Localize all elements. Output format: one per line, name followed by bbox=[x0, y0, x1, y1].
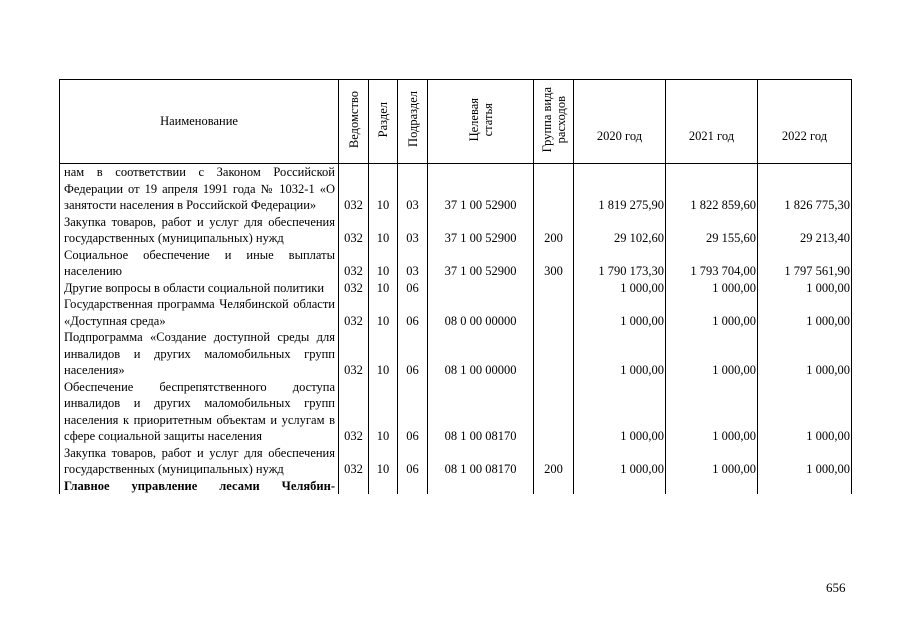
row-celevaya-statya bbox=[428, 478, 534, 495]
row-2020: 1 000,00 bbox=[574, 445, 666, 478]
row-gruppa: 300 bbox=[534, 247, 574, 280]
row-2020: 1 790 173,30 bbox=[574, 247, 666, 280]
row-2021: 29 155,60 bbox=[666, 214, 758, 247]
budget-table bbox=[59, 79, 852, 494]
header-vedomstvo: Ведомство bbox=[339, 80, 369, 164]
row-vedomstvo: 032 bbox=[339, 280, 369, 297]
row-celevaya-statya: 37 1 00 52900 bbox=[428, 247, 534, 280]
row-2020: 29 102,60 bbox=[574, 214, 666, 247]
row-razdel: 10 bbox=[369, 329, 398, 379]
row-gruppa: 200 bbox=[534, 214, 574, 247]
table-row bbox=[60, 478, 852, 495]
row-podrazdel bbox=[398, 478, 428, 495]
row-2022: 1 826 775,30 bbox=[758, 164, 852, 214]
row-gruppa: 200 bbox=[534, 445, 574, 478]
row-celevaya-statya: 08 0 00 00000 bbox=[428, 296, 534, 329]
row-podrazdel: 03 bbox=[398, 164, 428, 214]
row-2022 bbox=[758, 478, 852, 495]
row-podrazdel: 06 bbox=[398, 379, 428, 445]
row-vedomstvo: 032 bbox=[339, 214, 369, 247]
header-2020: 2020 год bbox=[574, 80, 666, 164]
row-gruppa bbox=[534, 329, 574, 379]
row-podrazdel: 06 bbox=[398, 329, 428, 379]
row-name: Государственная программа Челябинской области «Доступная среда» bbox=[60, 296, 339, 329]
row-razdel: 10 bbox=[369, 247, 398, 280]
row-2021: 1 000,00 bbox=[666, 280, 758, 297]
row-gruppa bbox=[534, 164, 574, 214]
table-header-row bbox=[60, 80, 852, 164]
row-podrazdel: 06 bbox=[398, 296, 428, 329]
table-row bbox=[60, 214, 852, 247]
header-2022: 2022 год bbox=[758, 80, 852, 164]
row-2020: 1 000,00 bbox=[574, 296, 666, 329]
row-name: Главное управление лесами Челябин- bbox=[60, 478, 339, 495]
table-row bbox=[60, 379, 852, 445]
row-vedomstvo: 032 bbox=[339, 445, 369, 478]
row-razdel: 10 bbox=[369, 280, 398, 297]
row-name: Другие вопросы в области социальной политики bbox=[60, 280, 339, 297]
row-razdel: 10 bbox=[369, 296, 398, 329]
header-name: Наименование bbox=[60, 80, 339, 164]
row-celevaya-statya: 37 1 00 52900 bbox=[428, 214, 534, 247]
table-row bbox=[60, 296, 852, 329]
table-row bbox=[60, 329, 852, 379]
row-name: нам в соответствии с Законом Российской Федерации от 19 апреля 1991 года № 1032-1 «О занятости населения в Российской Федерации» bbox=[60, 164, 339, 214]
header-2021: 2021 год bbox=[666, 80, 758, 164]
row-name: Закупка товаров, работ и услуг для обеспечения государственных (муниципальных) нужд bbox=[60, 445, 339, 478]
table-row bbox=[60, 164, 852, 214]
page-number: 656 bbox=[826, 580, 846, 595]
row-celevaya-statya: 08 1 00 08170 bbox=[428, 379, 534, 445]
row-podrazdel: 03 bbox=[398, 214, 428, 247]
row-2021 bbox=[666, 478, 758, 495]
row-name: Обеспечение беспрепятственного доступа инвалидов и других маломобильных групп населения к приоритетным объектам и услугам в сфере социальной защиты населения bbox=[60, 379, 339, 445]
row-2021: 1 000,00 bbox=[666, 329, 758, 379]
row-gruppa bbox=[534, 296, 574, 329]
row-celevaya-statya: 08 1 00 08170 bbox=[428, 445, 534, 478]
row-vedomstvo: 032 bbox=[339, 247, 369, 280]
row-razdel: 10 bbox=[369, 379, 398, 445]
header-razdel: Раздел bbox=[369, 80, 398, 164]
row-gruppa bbox=[534, 280, 574, 297]
row-razdel: 10 bbox=[369, 445, 398, 478]
row-podrazdel: 06 bbox=[398, 445, 428, 478]
row-name: Социальное обеспечение и иные выплаты населению bbox=[60, 247, 339, 280]
row-razdel bbox=[369, 478, 398, 495]
row-celevaya-statya bbox=[428, 280, 534, 297]
row-2022: 1 000,00 bbox=[758, 379, 852, 445]
row-gruppa bbox=[534, 379, 574, 445]
row-2022: 29 213,40 bbox=[758, 214, 852, 247]
row-celevaya-statya: 37 1 00 52900 bbox=[428, 164, 534, 214]
header-gruppa-vida-raskhodov: Группа вида расходов bbox=[534, 80, 574, 164]
row-vedomstvo: 032 bbox=[339, 329, 369, 379]
row-name: Подпрограмма «Создание доступной среды для инвалидов и других маломобильных групп населения» bbox=[60, 329, 339, 379]
table-row bbox=[60, 247, 852, 280]
header-podrazdel: Подраздел bbox=[398, 80, 428, 164]
row-2022: 1 000,00 bbox=[758, 296, 852, 329]
row-razdel: 10 bbox=[369, 214, 398, 247]
row-podrazdel: 03 bbox=[398, 247, 428, 280]
row-vedomstvo: 032 bbox=[339, 164, 369, 214]
row-2021: 1 000,00 bbox=[666, 296, 758, 329]
row-2020: 1 000,00 bbox=[574, 329, 666, 379]
row-podrazdel: 06 bbox=[398, 280, 428, 297]
table-row bbox=[60, 445, 852, 478]
row-2022: 1 000,00 bbox=[758, 329, 852, 379]
row-vedomstvo: 032 bbox=[339, 296, 369, 329]
row-razdel: 10 bbox=[369, 164, 398, 214]
row-2020: 1 000,00 bbox=[574, 280, 666, 297]
row-2021: 1 000,00 bbox=[666, 379, 758, 445]
row-vedomstvo: 032 bbox=[339, 379, 369, 445]
row-2021: 1 822 859,60 bbox=[666, 164, 758, 214]
header-celevaya-statya: Целевая статья bbox=[428, 80, 534, 164]
row-name: Закупка товаров, работ и услуг для обеспечения государственных (муниципальных) нужд bbox=[60, 214, 339, 247]
row-2020: 1 819 275,90 bbox=[574, 164, 666, 214]
row-2020: 1 000,00 bbox=[574, 379, 666, 445]
row-2022: 1 000,00 bbox=[758, 445, 852, 478]
row-celevaya-statya: 08 1 00 00000 bbox=[428, 329, 534, 379]
row-vedomstvo bbox=[339, 478, 369, 495]
table-row bbox=[60, 280, 852, 297]
row-2020 bbox=[574, 478, 666, 495]
row-2022: 1 797 561,90 bbox=[758, 247, 852, 280]
row-2021: 1 793 704,00 bbox=[666, 247, 758, 280]
row-2021: 1 000,00 bbox=[666, 445, 758, 478]
row-2022: 1 000,00 bbox=[758, 280, 852, 297]
row-gruppa bbox=[534, 478, 574, 495]
